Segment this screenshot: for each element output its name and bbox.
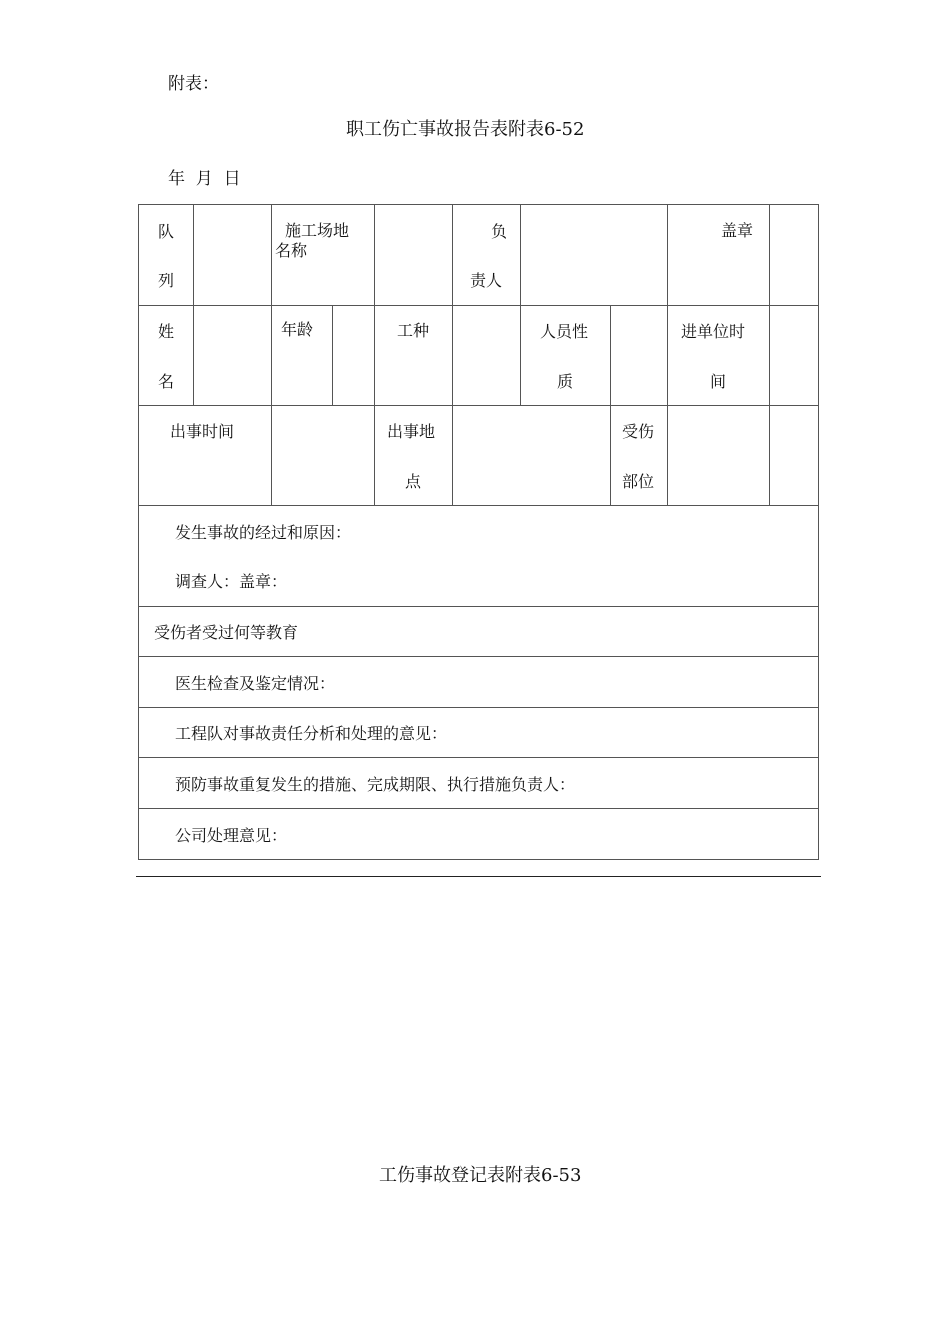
table-rule <box>138 505 819 506</box>
entry-time-label: 间 <box>710 372 727 391</box>
entry-time-label: 进单位时 <box>681 322 746 341</box>
prevention-label: 预防事故重复发生的措施、完成期限、执行措施负责人： <box>175 775 576 794</box>
injured-part-label: 部位 <box>622 472 655 491</box>
responsible-label: 责人 <box>470 271 503 290</box>
investigator-label: 调查人：盖章： <box>175 572 288 591</box>
site-name-label: 施工场地 <box>285 221 350 240</box>
table-rule <box>374 405 375 505</box>
table-rule <box>138 808 819 809</box>
team-label: 列 <box>158 271 175 290</box>
table-rule <box>520 305 521 405</box>
medical-label: 医生检查及鉴定情况： <box>175 674 336 693</box>
trade-label: 工种 <box>397 321 430 340</box>
personnel-nature-label: 人员性 <box>540 322 589 341</box>
table-rule <box>610 305 611 405</box>
next-form-title: 工伤事故登记表附表6-53 <box>379 1165 582 1186</box>
table-rule <box>138 606 819 607</box>
personnel-nature-label: 质 <box>557 372 574 391</box>
table-rule <box>769 305 770 405</box>
table-rule <box>271 305 272 405</box>
table-rule <box>452 305 453 405</box>
table-rule <box>138 204 819 205</box>
table-rule <box>138 656 819 657</box>
education-label: 受伤者受过何等教育 <box>154 623 299 642</box>
table-rule <box>271 204 272 305</box>
table-rule <box>138 305 819 306</box>
team-label: 队 <box>158 222 175 241</box>
name-label: 名 <box>158 372 175 391</box>
table-rule <box>452 204 453 305</box>
attachment-label: 附表： <box>168 74 219 94</box>
table-rule <box>667 405 668 505</box>
table-rule <box>667 305 668 405</box>
date-line: 年 月 日 <box>168 169 241 189</box>
table-rule <box>271 405 272 505</box>
process-and-cause-label: 发生事故的经过和原因： <box>175 523 352 542</box>
table-rule <box>193 204 194 305</box>
accident-time-label: 出事时间 <box>170 422 235 441</box>
table-rule <box>374 305 375 405</box>
table-rule <box>769 204 770 305</box>
stamp-label: 盖章 <box>721 221 754 240</box>
table-rule <box>452 405 453 505</box>
accident-place-label: 点 <box>405 472 422 491</box>
table-rule <box>138 405 819 406</box>
site-name-label: 名称 <box>275 241 308 260</box>
accident-place-label: 出事地 <box>387 422 436 441</box>
table-rule <box>193 305 194 405</box>
section-divider <box>136 876 821 877</box>
age-label: 年龄 <box>281 320 314 339</box>
table-rule <box>332 305 333 405</box>
table-rule <box>769 405 770 505</box>
form-title: 职工伤亡事故报告表附表6-52 <box>346 119 585 140</box>
table-rule <box>374 204 375 305</box>
table-rule <box>818 204 819 860</box>
table-rule <box>138 859 819 860</box>
responsible-label: 负 <box>491 222 508 241</box>
table-rule <box>138 707 819 708</box>
table-rule <box>138 757 819 758</box>
table-rule <box>667 204 668 305</box>
name-label: 姓 <box>158 322 175 341</box>
table-rule <box>610 405 611 505</box>
company-opinion-label: 公司处理意见： <box>175 826 288 845</box>
table-rule <box>138 204 139 860</box>
team-opinion-label: 工程队对事故责任分析和处理的意见： <box>175 724 448 743</box>
table-rule <box>520 204 521 305</box>
injured-part-label: 受伤 <box>622 422 655 441</box>
